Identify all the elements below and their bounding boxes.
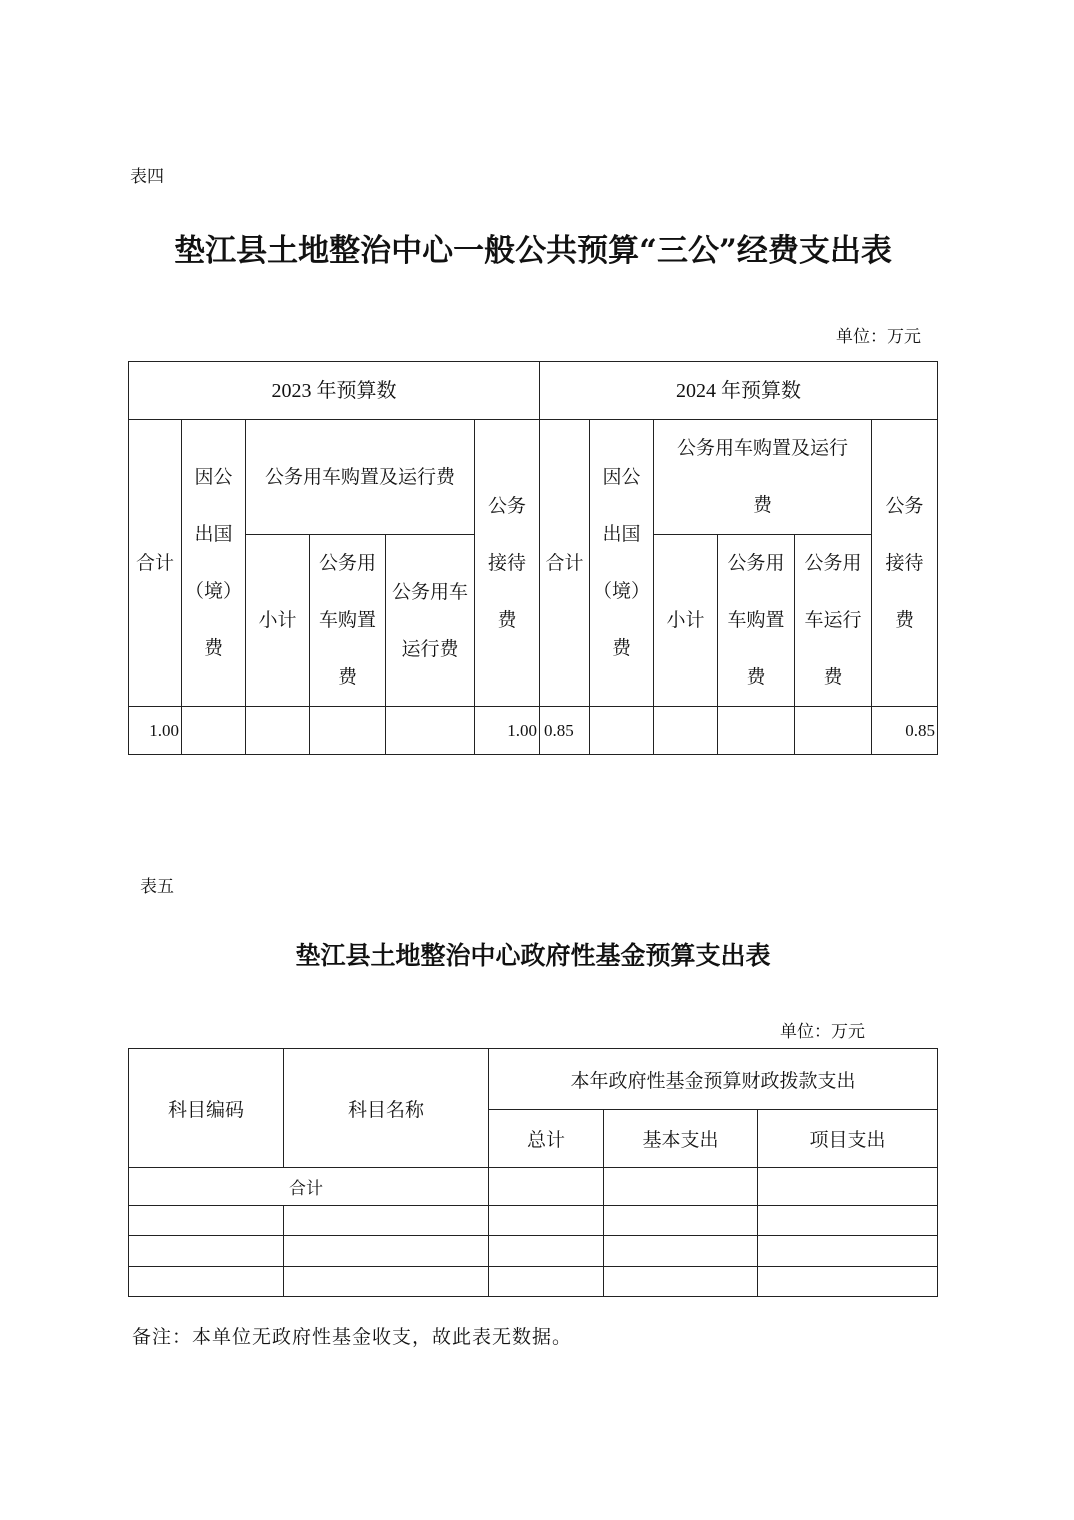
h-name: 科目名称: [284, 1049, 489, 1168]
h-vehicle-2024: 公务用车购置及运行 费: [654, 420, 872, 535]
h-purchase-2024: 公务用 车购置 费: [718, 535, 795, 707]
h-abroad-2023: 因公 出国 （境） 费: [182, 420, 246, 707]
val-reception-2024: 0.85: [872, 707, 938, 755]
header-2023: 2023 年预算数: [129, 362, 540, 420]
table5-unit: 单位：万元: [780, 1022, 865, 1042]
h-total-2023: 合计: [129, 420, 182, 707]
table5-label: 表五: [140, 877, 174, 897]
h-reception-2023: 公务 接待 费: [475, 420, 540, 707]
table-row: [129, 1236, 938, 1267]
table-row: [129, 1206, 938, 1236]
h-running-2023: 公务用车 运行费: [386, 535, 475, 707]
table5-note: 备注：本单位无政府性基金收支，故此表无数据。: [132, 1326, 573, 1348]
h-total: 总计: [489, 1110, 604, 1168]
three-public-expense-table: [128, 361, 938, 755]
header-2024: 2024 年预算数: [540, 362, 938, 420]
val-total-2024: 0.85: [540, 707, 590, 755]
sum-label: 合计: [129, 1168, 489, 1206]
val-total-2023: 1.00: [129, 707, 182, 755]
h-subtotal-2024: 小计: [654, 535, 718, 707]
table4-title: 垫江县土地整治中心一般公共预算“三公”经费支出表: [174, 233, 892, 269]
h-reception-2024: 公务 接待 费: [872, 420, 938, 707]
h-vehicle-2023: 公务用车购置及运行费: [246, 420, 475, 535]
table4-unit: 单位：万元: [836, 327, 921, 347]
table-row: [129, 1267, 938, 1297]
gov-fund-table: [128, 1048, 938, 1297]
table4-label: 表四: [130, 167, 164, 187]
h-running-2024: 公务用 车运行 费: [795, 535, 872, 707]
h-project: 项目支出: [758, 1110, 938, 1168]
h-group: 本年政府性基金预算财政拨款支出: [489, 1049, 938, 1110]
table-row: [129, 707, 938, 755]
val-reception-2023: 1.00: [475, 707, 540, 755]
h-subtotal-2023: 小计: [246, 535, 310, 707]
h-total-2024: 合计: [540, 420, 590, 707]
h-abroad-2024: 因公 出国 （境） 费: [590, 420, 654, 707]
h-purchase-2023: 公务用 车购置 费: [310, 535, 386, 707]
h-basic: 基本支出: [604, 1110, 758, 1168]
table5-title: 垫江县土地整治中心政府性基金预算支出表: [295, 941, 771, 970]
table-row: [129, 1168, 938, 1206]
h-code: 科目编码: [129, 1049, 284, 1168]
